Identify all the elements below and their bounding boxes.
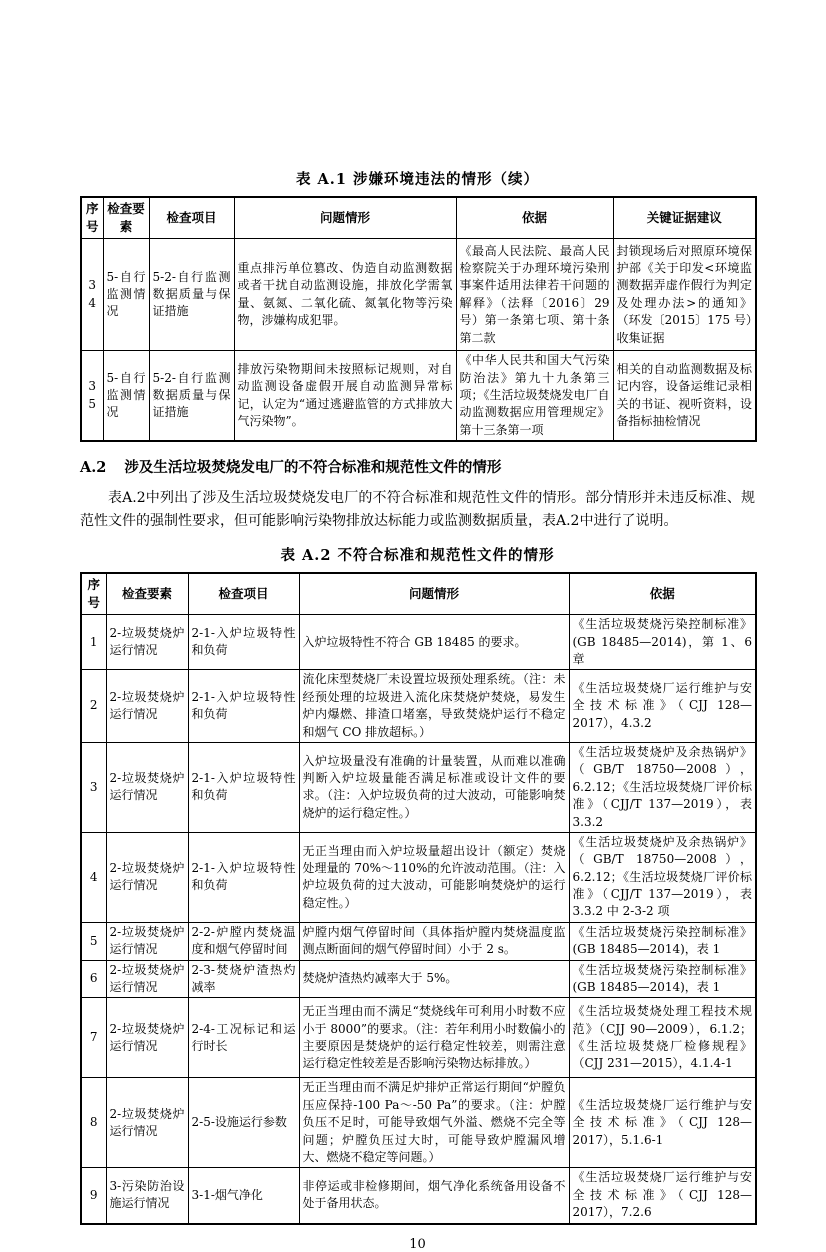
- table-row: [81, 1078, 756, 1168]
- cell-basis: 《生活垃圾焚烧炉及余热锅炉》（GB/T 18750—2008），6.2.12；《生活垃圾焚烧厂评价标准》（CJJ/T 137—2019），表 3.3.2: [569, 742, 756, 832]
- table-a1: [80, 196, 757, 442]
- table-a1-header-evidence: 关键证据建议: [613, 197, 756, 239]
- cell-basis: 《生活垃圾焚烧厂运行维护与安全技术标准》（CJJ 128—2017），7.2.6: [569, 1168, 756, 1224]
- table-a2: [80, 572, 757, 1225]
- page-number: 10: [409, 1236, 426, 1252]
- table-a1-header-element: 检查要素: [103, 197, 149, 239]
- cell-element: 5-自行监测情况: [103, 239, 149, 351]
- cell-problem: 焚烧炉渣热灼减率大于 5%。: [299, 960, 569, 998]
- table-row: [81, 922, 756, 960]
- cell-problem: 无正当理由而入炉垃圾量超出设计（额定）焚烧处理量的 70%～110%的允许波动范围。（注：入炉垃圾负荷的过大波动，可能影响焚烧炉的运行稳定性。）: [299, 832, 569, 922]
- table-a2-header-row: [81, 573, 756, 615]
- cell-element: 2-垃圾焚烧炉运行情况: [106, 1078, 188, 1168]
- cell-problem: 重点排污单位篡改、伪造自动监测数据或者干扰自动监测设施，排放化学需氧量、氨氮、二氧化硫、氮氧化物等污染物，涉嫌构成犯罪。: [234, 239, 456, 351]
- table-row: [81, 615, 756, 670]
- cell-item: 2-4-工况标记和运行时长: [188, 998, 299, 1078]
- cell-basis: 《生活垃圾焚烧处理工程技术规范》（CJJ 90—2009），6.1.2；《生活垃圾焚烧厂检修规程》（CJJ 231—2015），4.1.4-1: [569, 998, 756, 1078]
- cell-basis: 《中华人民共和国大气污染防治法》第九十九条第三项；《生活垃圾焚烧发电厂自动监测数据应用管理规定》第十三条第一项: [456, 351, 613, 441]
- cell-element: 2-垃圾焚烧炉运行情况: [106, 615, 188, 670]
- cell-item: 2-1-入炉垃圾特性和负荷: [188, 742, 299, 832]
- section-a2-heading-number: A.2: [80, 459, 107, 477]
- table-row: [81, 351, 756, 441]
- cell-no: 8: [81, 1078, 106, 1168]
- cell-item: 5-2-自行监测数据质量与保证措施: [149, 351, 234, 441]
- cell-element: 2-垃圾焚烧炉运行情况: [106, 998, 188, 1078]
- table-a1-header-item: 检查项目: [149, 197, 234, 239]
- cell-element: 2-垃圾焚烧炉运行情况: [106, 742, 188, 832]
- cell-element: 5-自行监测情况: [103, 351, 149, 441]
- table-a2-header-item: 检查项目: [188, 573, 299, 615]
- cell-no: 35: [81, 351, 103, 441]
- table-a2-header-problem: 问题情形: [299, 573, 569, 615]
- cell-basis: 《生活垃圾焚烧炉及余热锅炉》（GB/T 18750—2008），6.2.12；《生活垃圾焚烧厂评价标准》（CJJ/T 137—2019），表 3.3.2 中 2-3-2 项: [569, 832, 756, 922]
- cell-item: 2-1-入炉垃圾特性和负荷: [188, 670, 299, 743]
- table-a1-header-no: 序号: [81, 197, 103, 239]
- cell-element: 3-污染防治设施运行情况: [106, 1168, 188, 1224]
- cell-basis: 《最高人民法院、最高人民检察院关于办理环境污染刑事案件适用法律若干问题的解释》（法释〔2016〕29 号）第一条第七项、第十条第二款: [456, 239, 613, 351]
- cell-problem: 炉膛内烟气停留时间（具体指炉膛内焚烧温度监测点断面间的烟气停留时间）小于 2 s。: [299, 922, 569, 960]
- cell-item: 5-2-自行监测数据质量与保证措施: [149, 239, 234, 351]
- cell-problem: 无正当理由而不满足炉排炉正常运行期间“炉膛负压应保持-100 Pa～-50 Pa”的要求。（注：炉膛负压不足时，可能导致烟气外溢、燃烧不完全等问题；炉膛负压过大时，可能导致炉膛漏风增大、燃烧不稳定等问题。）: [299, 1078, 569, 1168]
- table-row: [81, 832, 756, 922]
- table-a1-header-problem: 问题情形: [234, 197, 456, 239]
- cell-item: 2-1-入炉垃圾特性和负荷: [188, 615, 299, 670]
- table-a1-title: 表 A.1 涉嫌环境违法的情形（续）: [296, 171, 539, 188]
- cell-no: 34: [81, 239, 103, 351]
- table-a1-header-row: [81, 197, 756, 239]
- table-row: [81, 239, 756, 351]
- table-a2-header-element: 检查要素: [106, 573, 188, 615]
- cell-item: 2-3-焚烧炉渣热灼减率: [188, 960, 299, 998]
- cell-problem: 入炉垃圾量没有准确的计量装置，从而难以准确判断入炉垃圾量能否满足标准或设计文件的要求。（注：入炉垃圾负荷的过大波动，可能影响焚烧炉的运行稳定性。）: [299, 742, 569, 832]
- table-a1-header-basis: 依据: [456, 197, 613, 239]
- section-a2-heading: [80, 456, 755, 477]
- table-row: [81, 1168, 756, 1224]
- table-a2-title: 表 A.2 不符合标准和规范性文件的情形: [280, 546, 555, 564]
- cell-basis: 《生活垃圾焚烧厂运行维护与安全技术标准》（CJJ 128—2017），4.3.2: [569, 670, 756, 743]
- cell-basis: 《生活垃圾焚烧污染控制标准》(GB 18485—2014)，表 1: [569, 960, 756, 998]
- cell-item: 2-5-设施运行参数: [188, 1078, 299, 1168]
- cell-element: 2-垃圾焚烧炉运行情况: [106, 960, 188, 998]
- cell-no: 5: [81, 922, 106, 960]
- cell-no: 4: [81, 832, 106, 922]
- cell-element: 2-垃圾焚烧炉运行情况: [106, 670, 188, 743]
- cell-no: 6: [81, 960, 106, 998]
- cell-item: 2-2-炉膛内焚烧温度和烟气停留时间: [188, 922, 299, 960]
- cell-basis: 《生活垃圾焚烧污染控制标准》(GB 18485—2014)，第 1、6 章: [569, 615, 756, 670]
- cell-problem: 排放污染物期间未按照标记规则，对自动监测设备虚假开展自动监测异常标记，认定为“通过逃避监管的方式排放大气污染物”。: [234, 351, 456, 441]
- table-row: [81, 960, 756, 998]
- cell-problem: 非停运或非检修期间，烟气净化系统备用设备不处于备用状态。: [299, 1168, 569, 1224]
- table-row: [81, 670, 756, 743]
- cell-item: 3-1-烟气净化: [188, 1168, 299, 1224]
- table-a2-header-no: 序号: [81, 573, 106, 615]
- cell-element: 2-垃圾焚烧炉运行情况: [106, 922, 188, 960]
- cell-no: 3: [81, 742, 106, 832]
- cell-problem: 入炉垃圾特性不符合 GB 18485 的要求。: [299, 615, 569, 670]
- section-a2-heading-text: 涉及生活垃圾焚烧发电厂的不符合标准和规范性文件的情形: [124, 459, 502, 477]
- cell-no: 2: [81, 670, 106, 743]
- cell-item: 2-1-入炉垃圾特性和负荷: [188, 832, 299, 922]
- cell-no: 1: [81, 615, 106, 670]
- cell-evidence: 相关的自动监测数据及标记内容，设备运维记录相关的书证、视听资料，设备指标抽检情况: [613, 351, 756, 441]
- table-a2-header-basis: 依据: [569, 573, 756, 615]
- table-row: [81, 998, 756, 1078]
- table-row: [81, 742, 756, 832]
- section-a2-paragraph: 表A.2中列出了涉及生活垃圾焚烧发电厂的不符合标准和规范性文件的情形。部分情形并未违反标准、规范性文件的强制性要求，但可能影响污染物排放达标能力或监测数据质量，表A.2中进行了说明。: [80, 490, 755, 529]
- cell-no: 7: [81, 998, 106, 1078]
- cell-basis: 《生活垃圾焚烧污染控制标准》(GB 18485—2014)，表 1: [569, 922, 756, 960]
- cell-basis: 《生活垃圾焚烧厂运行维护与安全技术标准》（CJJ 128—2017），5.1.6-1: [569, 1078, 756, 1168]
- cell-problem: 无正当理由而不满足“焚烧线年可利用小时数不应小于 8000”的要求。（注：若年利用小时数偏小的主要原因是焚烧炉的运行稳定性较差，则需注意运行稳定性较差是否影响污染物达标排放。）: [299, 998, 569, 1078]
- cell-element: 2-垃圾焚烧炉运行情况: [106, 832, 188, 922]
- cell-evidence: 封锁现场后对照原环境保护部《关于印发<环境监测数据弄虚作假行为判定及处理办法>的通知》（环发〔2015〕175 号）收集证据: [613, 239, 756, 351]
- cell-no: 9: [81, 1168, 106, 1224]
- cell-problem: 流化床型焚烧厂未设置垃圾预处理系统。（注：未经预处理的垃圾进入流化床焚烧炉焚烧，易发生炉内爆燃、排渣口堵塞，导致焚烧炉运行不稳定和烟气 CO 排放超标。）: [299, 670, 569, 743]
